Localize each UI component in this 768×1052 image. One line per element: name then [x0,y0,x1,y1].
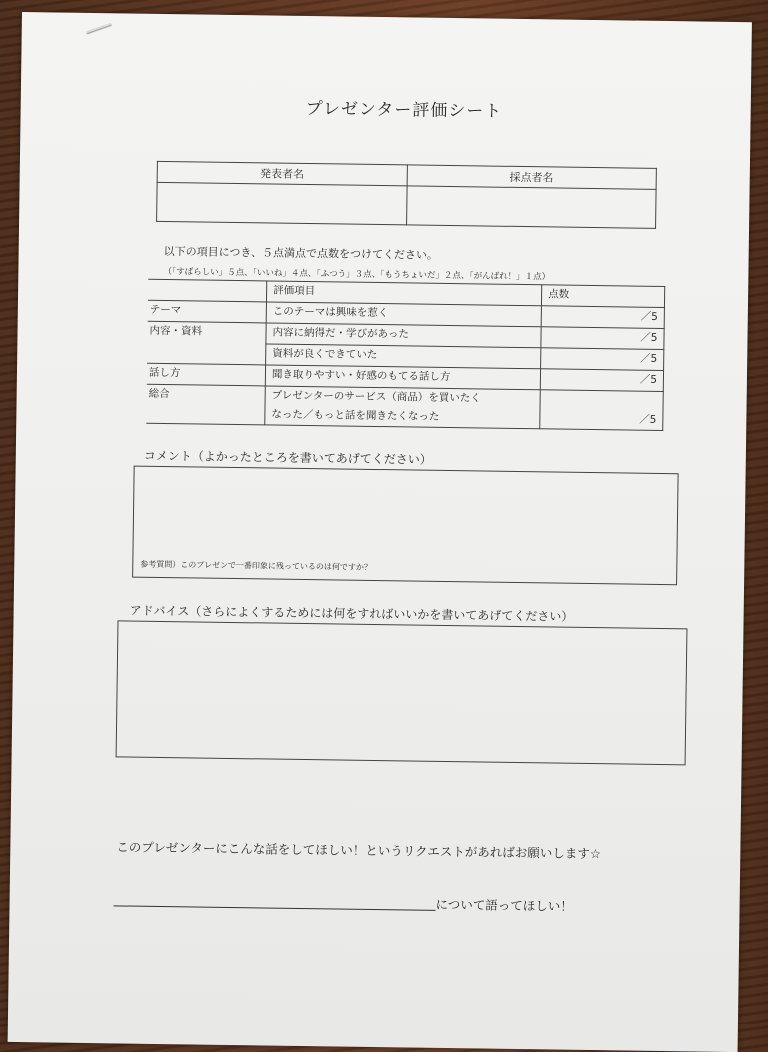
row-score-field[interactable]: ／5 [541,327,664,350]
row-score-field[interactable]: ／5 [540,390,664,431]
row-score-field[interactable]: ／5 [540,369,663,392]
header-score: 点数 [541,285,664,308]
evaluation-sheet [8,12,752,1052]
row-item [265,386,541,429]
row-score-field[interactable]: ／5 [541,306,664,329]
header-category [148,279,267,302]
advice-box[interactable] [116,620,688,765]
row-score-field[interactable]: ／5 [541,348,664,371]
presenter-name-field[interactable] [157,182,407,224]
row-item: 資料が良くできていた [266,344,541,369]
comment-label: コメント（よかったところを書いてあげてください） [143,448,432,467]
row-category: 総合 [146,384,265,425]
grader-name-field[interactable] [406,186,656,228]
row-item: 聞き取りやすい・好感のもてる話し方 [265,365,540,390]
staple-mark [86,23,111,33]
advice-label: アドバイス（さらによくするためには何をすればいいかを書いてあげてください） [129,603,574,624]
topic-blank-line[interactable] [114,905,436,910]
row-item: このテーマは興味を惹く [266,302,541,327]
talk-suffix: について語ってほしい！ [435,896,573,914]
row-item-line: プレゼンターのサービス（商品）を買いたく [271,389,481,405]
names-table [156,161,657,229]
evaluation-table [146,279,665,431]
reference-question: 参考質問）このプレゼンで一番印象に残っているのは何ですか？ [140,559,373,572]
row-category: 内容・資料 [147,321,266,365]
request-text: このプレゼンターにこんな話をしてほしい！というリクエストがあればお願いします☆ [116,839,602,862]
presenter-name-label: 発表者名 [157,161,407,185]
page-title: プレゼンター評価シート [305,98,503,122]
instructions: 以下の項目につき、５点満点で点数をつけてください。 [163,245,439,262]
row-category: 話し方 [147,363,266,386]
table-row [146,384,663,430]
header-item: 評価項目 [266,281,541,306]
row-category: テーマ [148,300,267,323]
grader-name-label: 採点者名 [407,165,657,189]
row-item: 内容に納得だ・学びがあった [266,323,541,348]
scale-note: （「すばらしい」５点、「いいね」４点、「ふつう」３点、「もうちょいだ」２点、「がんばれ！」１点） [163,266,551,283]
row-item-line: なった／もっと話を聞きたくなった [271,408,440,423]
